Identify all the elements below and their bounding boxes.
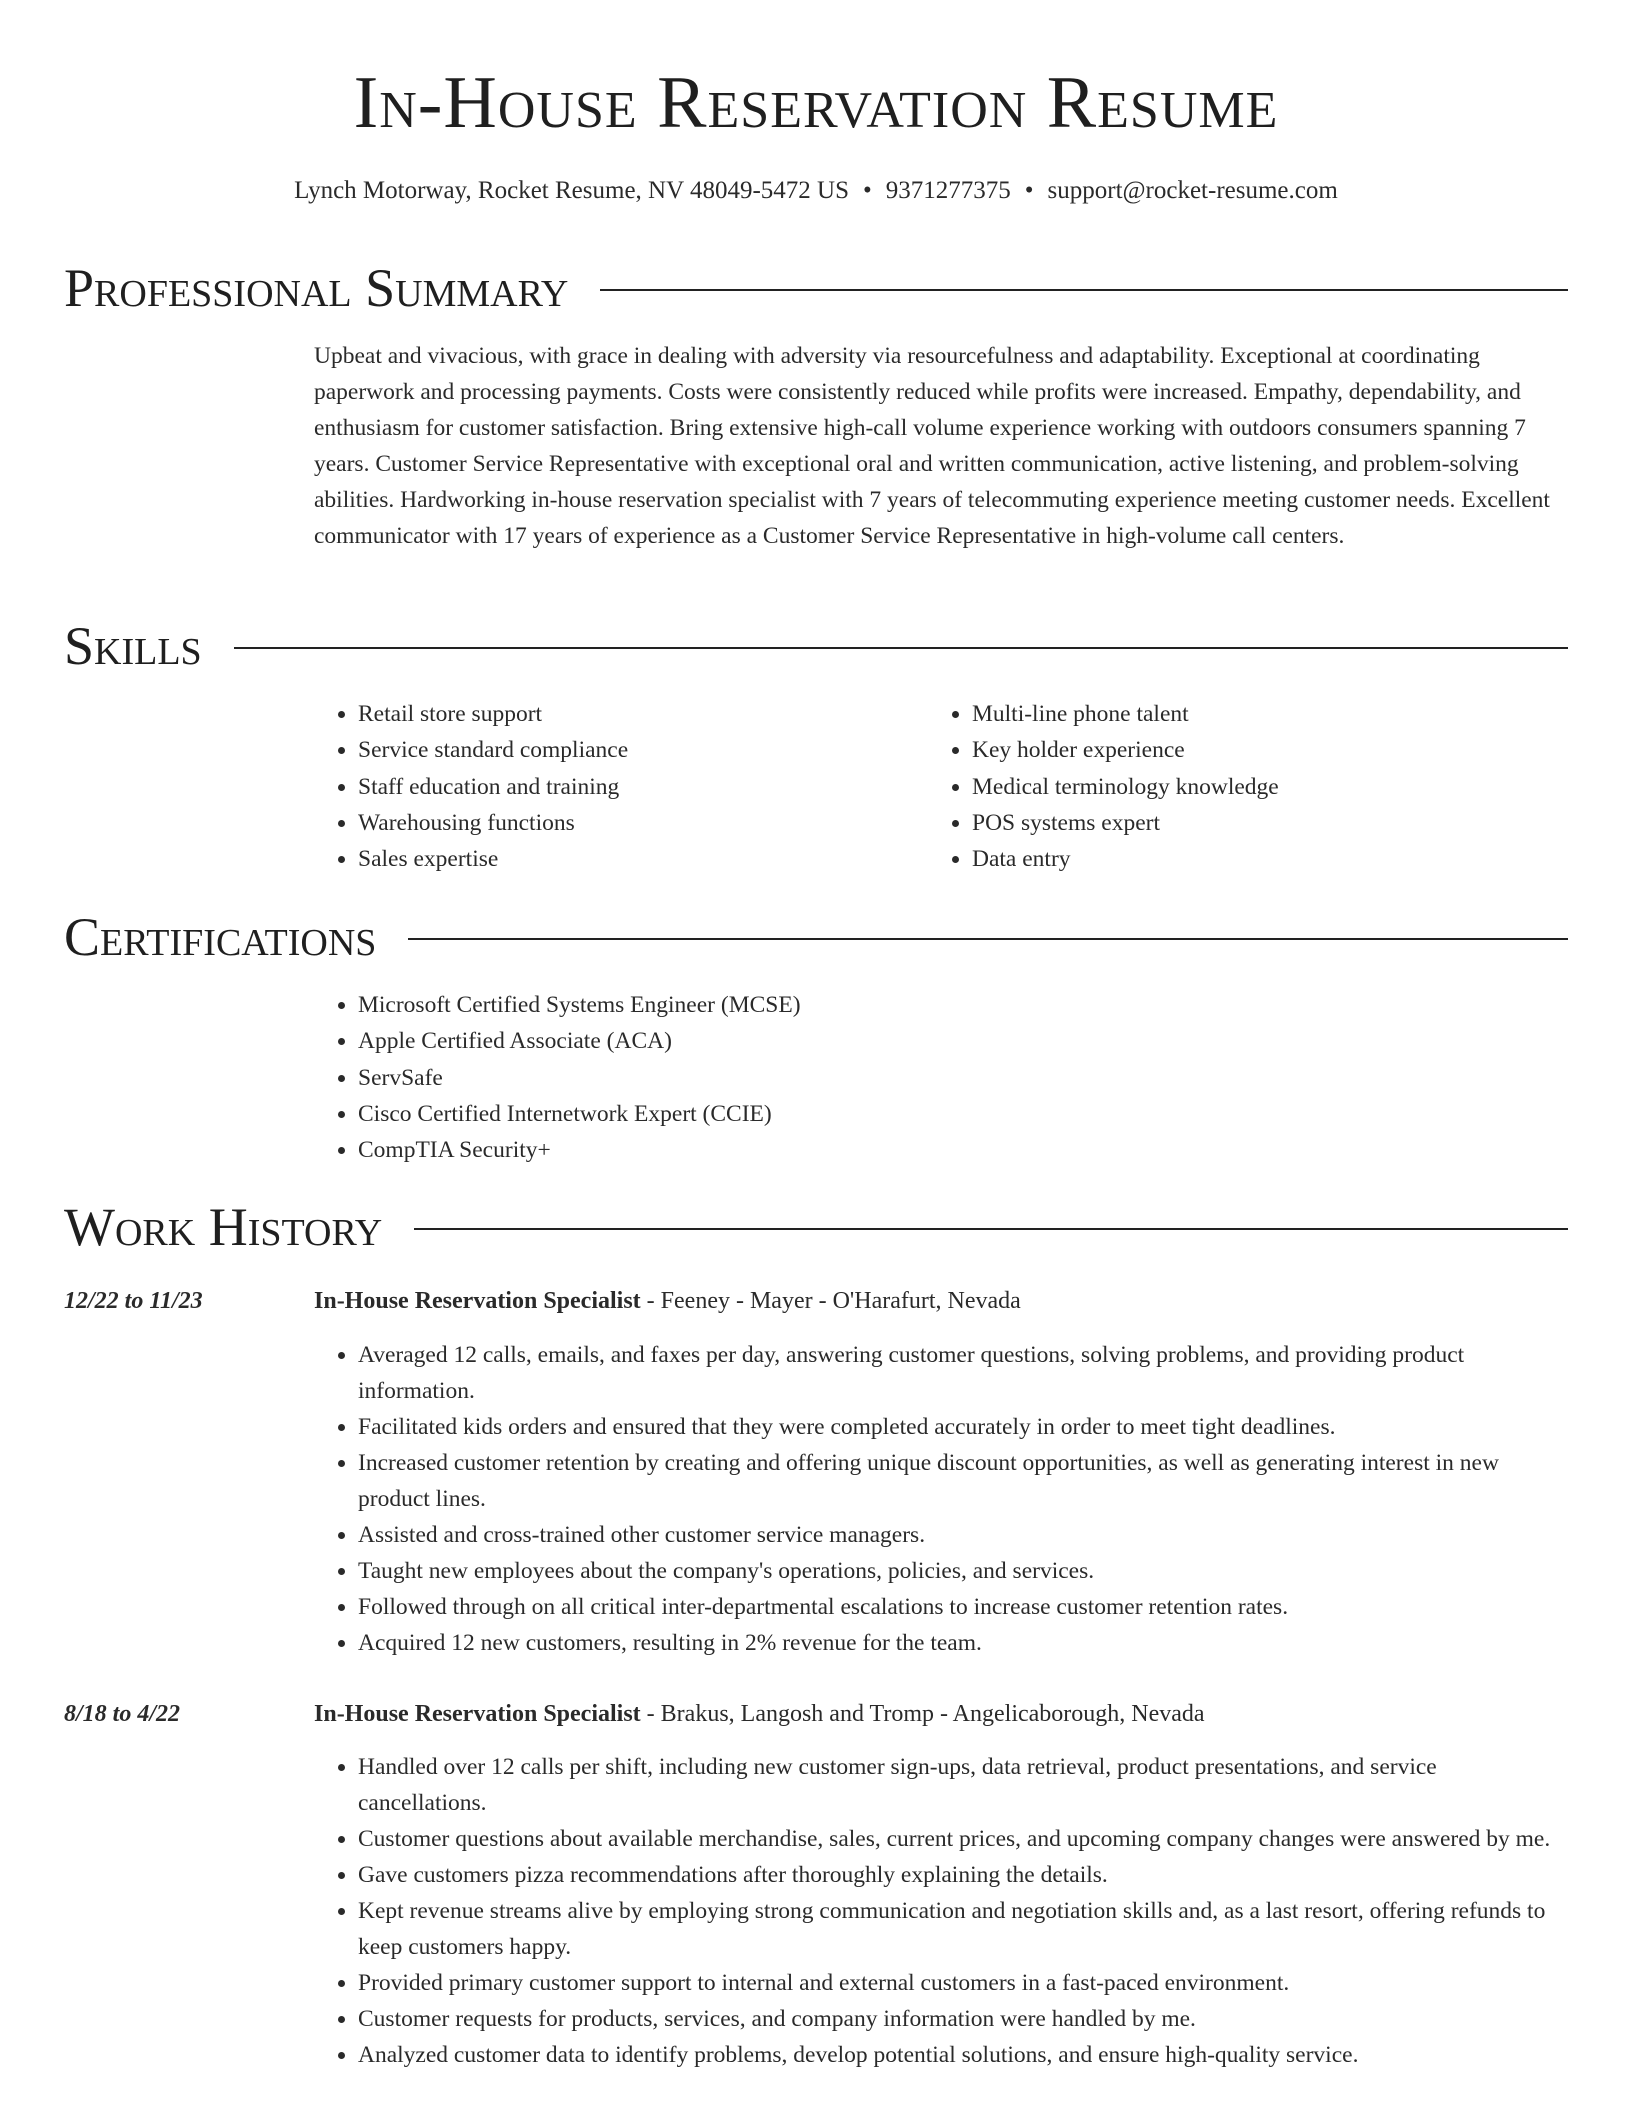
job-bullets xyxy=(314,1337,1568,1661)
certification-item: • CompTIA Security+ xyxy=(358,1132,1358,1168)
skill-item: • Service standard compliance xyxy=(358,732,918,768)
skills-section-heading xyxy=(64,611,1568,681)
skills-heading-label: Skills xyxy=(64,616,202,676)
work-history-section-heading xyxy=(64,1192,1568,1262)
job-bullet: • Handled over 12 calls per shift, including new customer sign-ups, data retrieval, product presentations, and service cancellations. xyxy=(358,1749,1568,1821)
certification-item: • Apple Certified Associate (ACA) xyxy=(358,1023,1358,1059)
skill-item: • POS systems expert xyxy=(972,805,1572,841)
job-bullet: • Gave customers pizza recommendations after thoroughly explaining the details. xyxy=(358,1857,1568,1893)
job-dates: 12/22 to 11/23 xyxy=(64,1288,203,1314)
job-bullet: • Followed through on all critical inter-departmental escalations to increase customer retention rates. xyxy=(358,1589,1568,1625)
summary-heading-label: Professional Summary xyxy=(64,258,569,318)
contact-email: support@rocket-resume.com xyxy=(1047,177,1338,204)
section-divider xyxy=(600,289,1568,291)
contact-line xyxy=(0,173,1632,209)
skills-list-right xyxy=(928,696,1572,877)
job-bullet: • Assisted and cross-trained other customer service managers. xyxy=(358,1517,1568,1553)
skill-item: • Staff education and training xyxy=(358,769,918,805)
job-bullet: • Provided primary customer support to internal and external customers in a fast-paced environment. xyxy=(358,1965,1568,2001)
contact-separator: • xyxy=(1024,177,1034,204)
work-history-heading-label: Work History xyxy=(64,1197,383,1257)
job-bullet: • Analyzed customer data to identify problems, develop potential solutions, and ensure high-quality service. xyxy=(358,2037,1568,2073)
job-bullets xyxy=(314,1749,1568,2073)
job-bullet: • Increased customer retention by creating and offering unique discount opportunities, as well as generating interest in new product lines. xyxy=(358,1445,1568,1517)
skill-item: • Warehousing functions xyxy=(358,805,918,841)
contact-phone: 9371277375 xyxy=(885,177,1011,204)
skill-item: • Retail store support xyxy=(358,696,918,732)
certification-item: • Cisco Certified Internetwork Expert (CCIE) xyxy=(358,1096,1358,1132)
job-dates: 8/18 to 4/22 xyxy=(64,1701,181,1727)
job-employer: - Brakus, Langosh and Tromp - Angelicaborough, Nevada xyxy=(640,1701,1205,1727)
resume-title: In-House Reservation Resume xyxy=(353,62,1279,144)
contact-address: Lynch Motorway, Rocket Resume, NV 48049-5472 US xyxy=(294,177,849,204)
job-bullet: • Taught new employees about the company's operations, policies, and services. xyxy=(358,1553,1568,1589)
skills-list-left xyxy=(314,696,918,877)
certification-item: • Microsoft Certified Systems Engineer (MCSE) xyxy=(358,987,1358,1023)
job-bullet: • Customer questions about available merchandise, sales, current prices, and upcoming company changes were answered by me. xyxy=(358,1821,1568,1857)
certifications-section-heading xyxy=(64,902,1568,972)
summary-text: Upbeat and vivacious, with grace in dealing with adversity via resourcefulness and adaptability. Exceptional at coordinating paperwork and processing payments. Costs were consistently reduced while profits were increased. Empathy, dependability, and enthusiasm for customer satisfaction. Bring extensive high-call volume experience working with outdoors consumers spanning 7 years. Customer Service Representative with exceptional oral and written communication, active listening, and problem-solving abilities. Hardworking in-house reservation specialist with 7 years of telecommuting experience meeting customer needs. Excellent communicator with 17 years of experience as a Customer Service Representative in high-volume call centers. xyxy=(314,343,1550,549)
job-bullet: • Customer requests for products, services, and company information were handled by me. xyxy=(358,2001,1568,2037)
certifications-list xyxy=(314,987,1358,1168)
skill-item: • Multi-line phone talent xyxy=(972,696,1572,732)
summary-section-heading xyxy=(64,253,1568,323)
section-divider xyxy=(234,647,1568,649)
skill-item: • Sales expertise xyxy=(358,841,918,877)
job-employer: - Feeney - Mayer - O'Harafurt, Nevada xyxy=(640,1288,1021,1314)
contact-separator: • xyxy=(862,177,872,204)
job-bullet: • Kept revenue streams alive by employing strong communication and negotiation skills and, as a last resort, offering refunds to keep customers happy. xyxy=(358,1893,1568,1965)
job-title-line xyxy=(314,1283,1568,1319)
job-bullet: • Acquired 12 new customers, resulting in 2% revenue for the team. xyxy=(358,1625,1568,1661)
section-divider xyxy=(408,938,1568,940)
certification-item: • ServSafe xyxy=(358,1060,1358,1096)
skill-item: • Data entry xyxy=(972,841,1572,877)
job-bullet: • Averaged 12 calls, emails, and faxes per day, answering customer questions, solving problems, and providing product information. xyxy=(358,1337,1568,1409)
skill-item: • Key holder experience xyxy=(972,732,1572,768)
job-title-line xyxy=(314,1696,1568,1732)
section-divider xyxy=(414,1228,1568,1230)
job-bullet: • Facilitated kids orders and ensured that they were completed accurately in order to meet tight deadlines. xyxy=(358,1409,1568,1445)
job-role: In-House Reservation Specialist xyxy=(314,1288,641,1314)
certifications-heading-label: Certifications xyxy=(64,907,377,967)
skill-item: • Medical terminology knowledge xyxy=(972,769,1572,805)
job-role: In-House Reservation Specialist xyxy=(314,1701,641,1727)
